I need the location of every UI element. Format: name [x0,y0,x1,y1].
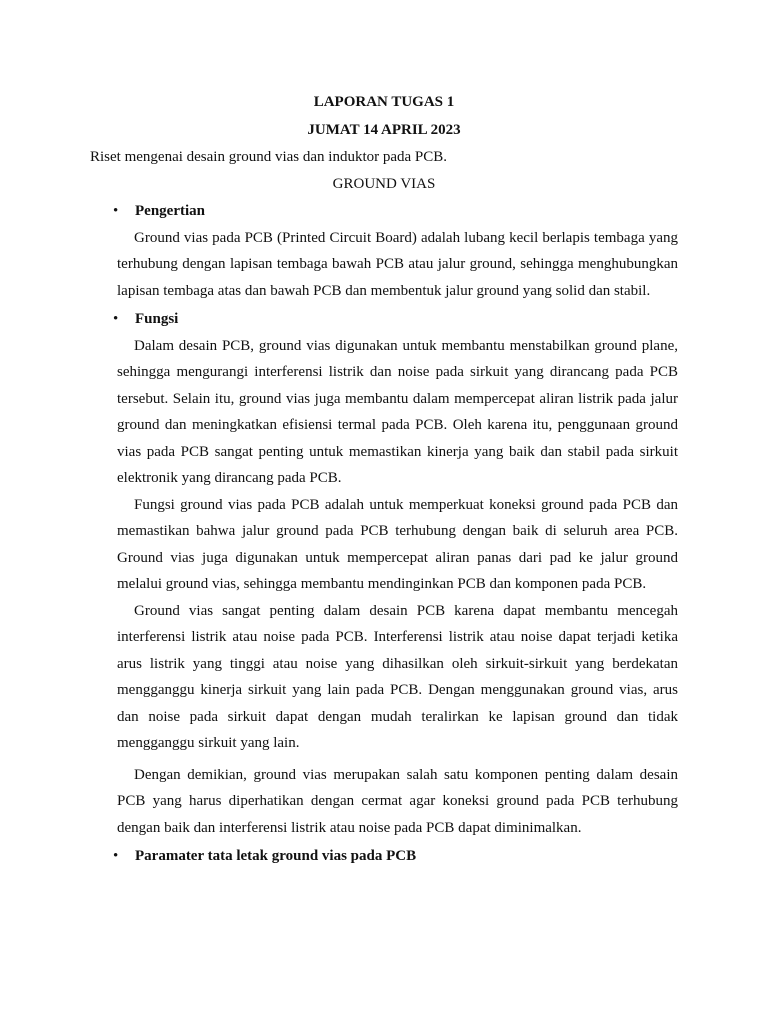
paragraph-fungsi-2: Fungsi ground vias pada PCB adalah untuk memperkuat koneksi ground pada PCB dan memastikan bahwa jalur ground pada PCB terhubung dengan baik di seluruh area PCB. Ground vias juga digunakan untuk mempercepat aliran panas dari pad ke jalur ground melalui ground vias, sehingga membantu mendinginkan PCB dan komponen pada PCB. [117,497,678,593]
bullet-heading-label: Fungsi [135,311,179,327]
bullet-heading-fungsi [113,309,178,329]
bullet-icon: • [113,848,119,864]
paragraph-pengertian-1: Ground vias pada PCB (Printed Circuit Board) adalah lubang kecil berlapis tembaga yang terhubung dengan lapisan tembaga bawah PCB atau jalur ground, sehingga menghubungkan lapisan tembaga atas dan bawah PCB dan membentuk jalur ground yang solid dan stabil. [117,230,678,299]
intro-text: Riset mengenai desain ground vias dan induktor pada PCB. [90,149,448,165]
bullet-heading-parameter [113,846,416,866]
document-date: JUMAT 14 APRIL 2023 [307,122,461,138]
bullet-heading-label: Paramater tata letak ground vias pada PCB [135,848,417,864]
bullet-icon: • [113,311,119,327]
paragraph-fungsi-4: Dengan demikian, ground vias merupakan salah satu komponen penting dalam desain PCB yang harus diperhatikan dengan cermat agar koneksi ground pada PCB terhubung dengan baik dan interferensi listrik atau noise pada PCB dapat diminimalkan. [117,767,678,836]
bullet-heading-pengertian [113,201,205,221]
bullet-icon: • [113,203,119,219]
paragraph-fungsi-3: Ground vias sangat penting dalam desain PCB karena dapat membantu mencegah interferensi listrik atau noise pada PCB. Interferensi listrik atau noise dapat terjadi ketika arus listrik yang tinggi atau noise yang dihasilkan oleh sirkuit-sirkuit yang berdekatan mengganggu kinerja sirkuit yang lain pada PCB. Dengan menggunakan ground vias, arus dan noise pada sirkuit dapat dengan mudah teralirkan ke lapisan ground dan tidak mengganggu sirkuit yang lain. [117,603,678,752]
section-heading: GROUND VIAS [332,176,436,192]
bullet-heading-label: Pengertian [135,203,205,219]
document-title: LAPORAN TUGAS 1 [313,94,455,110]
paragraph-fungsi-1: Dalam desain PCB, ground vias digunakan untuk membantu menstabilkan ground plane, sehingga mengurangi interferensi listrik dan noise pada sirkuit yang dirancang pada PCB tersebut. Selain itu, ground vias juga membantu dalam mempercepat aliran listrik pada jalur ground dan meningkatkan efisiensi termal pada PCB. Oleh karena itu, penggunaan ground vias pada PCB sangat penting untuk memastikan kinerja yang baik dan stabil pada sirkuit elektronik yang dirancang pada PCB. [117,338,678,487]
